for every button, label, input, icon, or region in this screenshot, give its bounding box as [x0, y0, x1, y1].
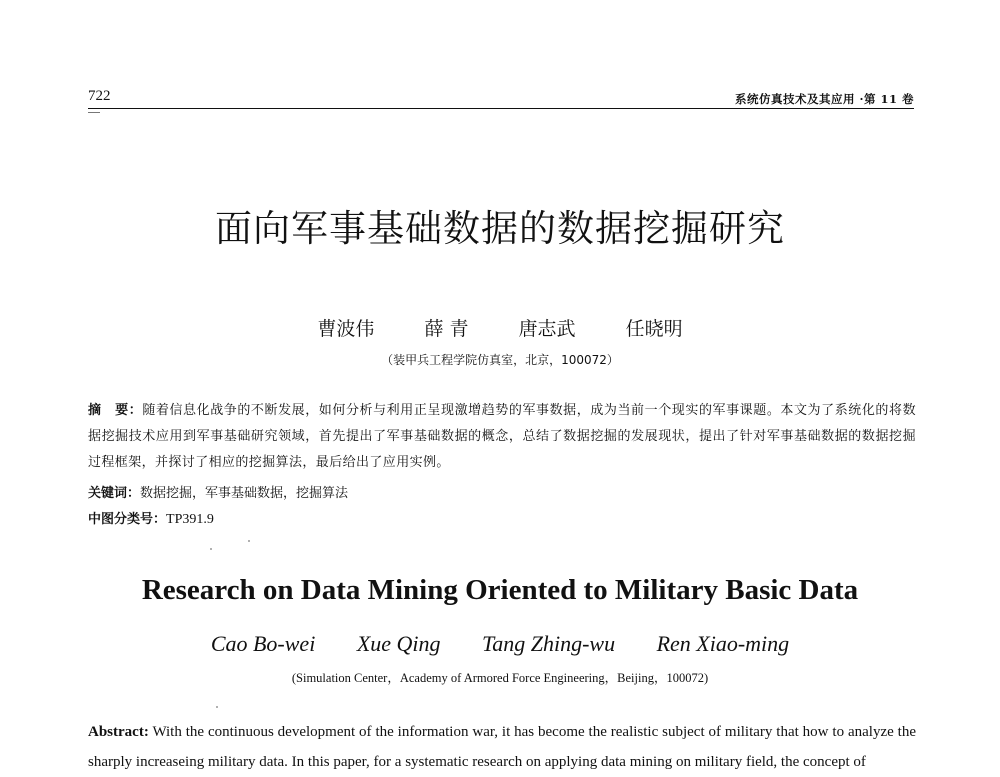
abstract-cn-label: 摘 要： — [88, 403, 143, 418]
scan-speck — [216, 706, 218, 708]
header-rule — [88, 108, 914, 109]
clc-value: TP391.9 — [166, 512, 214, 527]
abstract-en-label: Abstract: — [88, 724, 149, 740]
author-cn: 唐志武 — [518, 318, 576, 340]
abstract-english — [88, 717, 916, 777]
author-cn: 薛 青 — [424, 318, 469, 340]
header-tick — [88, 112, 100, 113]
author-en: Tang Zhing-wu — [482, 631, 616, 656]
abstract-chinese — [88, 398, 916, 476]
affiliation-english: (Simulation Center，Academy of Armored Force Engineering，Beijing，100072) — [291, 671, 709, 685]
clc-label: 中图分类号： — [88, 512, 167, 527]
abstract-en-text: With the continuous development of the information war, it has become the realistic subject of military that how to analyze the sharply increaseing military data. In this paper, for a systematic research on applying data mining on military field, the concept of — [88, 724, 916, 770]
affiliation-chinese: （装甲兵工程学院仿真室，北京，100072） — [381, 353, 619, 367]
classification-number — [88, 510, 916, 530]
abstract-cn-text: 随着信息化战争的不断发展，如何分析与利用正呈现激增趋势的军事数据，成为当前一个现实的军事课题。本文为了系统化的将数据挖掘技术应用到军事基础研究领域，首先提出了军事基础数据的概念，总结了数据挖掘的发展现状，提出了针对军事基础数据的数据挖掘过程框架，并探讨了相应的挖掘算法，最后给出了应用实例。 — [88, 403, 916, 470]
title-chinese: 面向军事基础数据的数据挖掘研究 — [215, 207, 785, 250]
scan-speck — [248, 540, 250, 542]
title-english: Research on Data Mining Oriented to Military Basic Data — [141, 574, 859, 606]
author-en: Cao Bo-wei — [210, 631, 316, 656]
running-header-journal: 系统仿真技术及其应用 ·第 11 卷 — [734, 92, 914, 106]
author-en: Ren Xiao-ming — [656, 631, 790, 656]
keywords-chinese — [88, 484, 916, 504]
scan-speck — [210, 548, 212, 550]
keywords-cn-text: 数据挖掘，军事基础数据，挖掘算法 — [140, 486, 349, 501]
author-cn: 任晓明 — [625, 318, 683, 340]
page-number: 722 — [88, 88, 111, 104]
keywords-cn-label: 关键词： — [88, 486, 141, 501]
author-en: Xue Qing — [356, 631, 441, 656]
authors-chinese — [0, 314, 1000, 341]
authors-english — [0, 631, 1000, 657]
author-cn: 曹波伟 — [317, 318, 375, 340]
